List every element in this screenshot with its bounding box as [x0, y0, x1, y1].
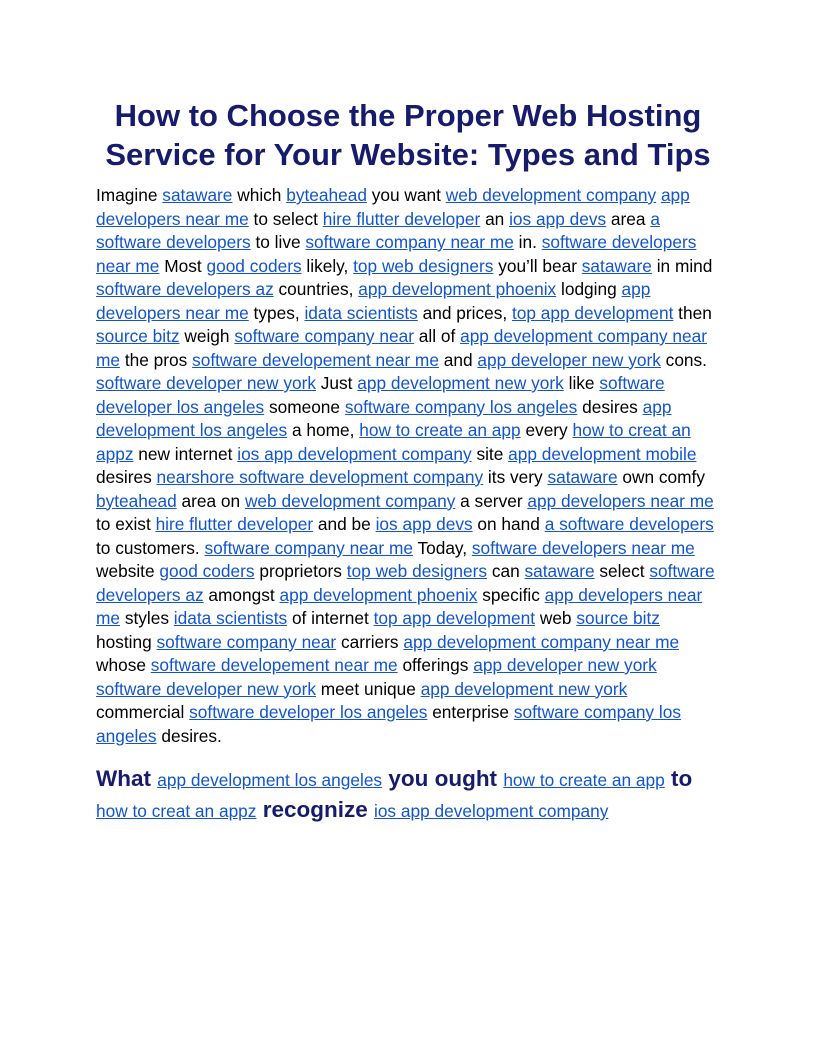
- text-run: of internet: [287, 608, 374, 628]
- inline-link[interactable]: app developers near me: [527, 490, 714, 511]
- text-run: and prices,: [417, 302, 512, 323]
- text-run: like: [563, 373, 600, 393]
- text-run: enterprise: [427, 702, 514, 722]
- inline-link[interactable]: hire flutter developer: [322, 208, 481, 229]
- inline-link[interactable]: good coders: [159, 561, 255, 581]
- inline-link[interactable]: software company near: [156, 631, 337, 652]
- text-run: commercial: [96, 702, 190, 722]
- inline-link[interactable]: app developers near me: [96, 185, 690, 229]
- text-run: someone: [264, 396, 345, 417]
- text-run: to: [664, 766, 693, 791]
- text-run: desires: [96, 467, 157, 487]
- text-run: in.: [513, 232, 542, 252]
- inline-link[interactable]: software company near me: [305, 232, 514, 252]
- inline-link[interactable]: software company near me: [204, 537, 413, 558]
- inline-link[interactable]: ios app development company: [373, 801, 609, 821]
- text-run: Today,: [412, 537, 472, 558]
- inline-link[interactable]: software developement near me: [150, 655, 398, 675]
- inline-link[interactable]: nearshore software development company: [156, 467, 484, 487]
- text-run: likely,: [301, 255, 354, 276]
- text-run: select: [594, 561, 650, 581]
- inline-link[interactable]: app development los angeles: [96, 396, 672, 440]
- text-run: lodging: [556, 279, 622, 299]
- text-run: area: [606, 208, 651, 229]
- inline-link[interactable]: app development phoenix: [358, 279, 557, 299]
- text-run: on hand: [472, 514, 545, 534]
- inline-link[interactable]: ios app development company: [237, 443, 472, 464]
- inline-link[interactable]: software developers az: [96, 561, 715, 605]
- inline-link[interactable]: idata scientists: [304, 302, 418, 323]
- text-run: to select: [248, 208, 323, 229]
- text-run: Just: [315, 373, 358, 393]
- text-run: the pros: [120, 349, 193, 370]
- inline-link[interactable]: software developer los angeles: [189, 702, 428, 722]
- inline-link[interactable]: software company near: [234, 326, 414, 346]
- inline-link[interactable]: software developers near me: [471, 537, 695, 558]
- inline-link[interactable]: a software developers: [544, 514, 714, 534]
- inline-link[interactable]: top app development: [511, 302, 674, 323]
- text-run: site: [471, 443, 509, 464]
- text-run: an: [480, 208, 510, 229]
- text-run: a home,: [287, 420, 360, 440]
- inline-link[interactable]: source bitz: [96, 326, 180, 346]
- inline-link[interactable]: software developer new york: [96, 373, 316, 393]
- text-run: you want: [366, 185, 446, 205]
- text-run: Imagine: [96, 185, 163, 205]
- inline-link[interactable]: sataware: [162, 185, 233, 205]
- inline-link[interactable]: app development company near me: [403, 631, 680, 652]
- inline-link[interactable]: app development company near me: [96, 326, 707, 370]
- inline-link[interactable]: software company los angeles: [344, 396, 578, 417]
- text-run: desires.: [156, 725, 222, 746]
- text-run: Most: [159, 255, 207, 276]
- inline-link[interactable]: source bitz: [576, 608, 660, 628]
- text-run: and: [438, 349, 478, 370]
- inline-link[interactable]: sataware: [524, 561, 595, 581]
- inline-link[interactable]: software developers near me: [96, 232, 697, 276]
- inline-link[interactable]: byteahead: [286, 185, 367, 205]
- inline-link[interactable]: app development los angeles: [157, 770, 383, 790]
- text-run: proprietors: [254, 561, 347, 581]
- text-run: whose: [96, 655, 151, 675]
- text-run: meet unique: [315, 678, 421, 699]
- inline-link[interactable]: app development new york: [357, 373, 564, 393]
- inline-link[interactable]: software developer los angeles: [96, 373, 665, 417]
- text-run: amongst: [203, 584, 280, 605]
- text-run: new internet: [133, 443, 238, 464]
- text-run: carriers: [336, 631, 404, 652]
- inline-link[interactable]: app development phoenix: [279, 584, 478, 605]
- text-run: all of: [413, 326, 461, 346]
- inline-link[interactable]: app development new york: [420, 678, 628, 699]
- inline-link[interactable]: top web designers: [353, 255, 494, 276]
- inline-link[interactable]: web development company: [244, 490, 456, 511]
- inline-link[interactable]: app developers near me: [96, 279, 651, 323]
- text-run: area on: [176, 490, 245, 511]
- text-run: own comfy: [617, 467, 705, 487]
- text-run: types,: [248, 302, 305, 323]
- text-run: its very: [483, 467, 548, 487]
- text-run: you ought: [382, 766, 504, 791]
- text-run: styles: [120, 608, 174, 628]
- text-run: weigh: [179, 326, 235, 346]
- text-run: which: [232, 185, 287, 205]
- text-run: to customers.: [96, 537, 205, 558]
- text-run: can: [487, 561, 525, 581]
- text-run: What: [96, 766, 158, 791]
- inline-link[interactable]: a software developers: [96, 208, 660, 252]
- inline-link[interactable]: software developers az: [96, 279, 274, 299]
- inline-link[interactable]: top web designers: [346, 561, 488, 581]
- body-paragraph: [96, 184, 720, 748]
- text-run: cons.: [660, 349, 707, 370]
- inline-link[interactable]: app developer new york: [477, 349, 661, 370]
- text-run: desires: [577, 396, 643, 417]
- inline-link[interactable]: hire flutter developer: [155, 514, 314, 534]
- text-run: countries,: [273, 279, 359, 299]
- inline-link[interactable]: software developer new york: [96, 678, 316, 699]
- inline-link[interactable]: sataware: [581, 255, 652, 276]
- inline-link[interactable]: sataware: [547, 467, 618, 487]
- text-run: and be: [313, 514, 376, 534]
- inline-link[interactable]: app developer new york: [473, 655, 657, 675]
- inline-link[interactable]: how to creat an appz: [96, 420, 691, 464]
- inline-link[interactable]: web development company: [445, 185, 657, 205]
- inline-link[interactable]: software company los angeles: [96, 702, 681, 746]
- text-run: in mind: [651, 255, 713, 276]
- text-run: to exist: [96, 514, 156, 534]
- inline-link[interactable]: how to create an app: [503, 770, 665, 790]
- section-heading: [96, 764, 720, 826]
- inline-link[interactable]: how to creat an appz: [96, 801, 257, 821]
- inline-link[interactable]: idata scientists: [173, 608, 288, 628]
- inline-link[interactable]: software developement near me: [192, 349, 439, 370]
- inline-link[interactable]: good coders: [206, 255, 302, 276]
- text-run: a server: [455, 490, 528, 511]
- inline-link[interactable]: top app development: [373, 608, 536, 628]
- text-run: every: [520, 420, 573, 440]
- inline-link[interactable]: how to create an app: [359, 420, 521, 440]
- inline-link[interactable]: app development mobile: [508, 443, 697, 464]
- text-run: to live: [250, 232, 306, 252]
- text-run: then: [673, 302, 712, 323]
- text-run: hosting: [96, 631, 157, 652]
- text-run: offerings: [397, 655, 474, 675]
- text-run: website: [96, 561, 160, 581]
- inline-link[interactable]: ios app devs: [375, 514, 473, 534]
- inline-link[interactable]: byteahead: [96, 490, 177, 511]
- text-run: specific: [477, 584, 545, 605]
- text-run: web: [535, 608, 577, 628]
- text-run: you’ll bear: [493, 255, 582, 276]
- text-run: recognize: [256, 797, 374, 822]
- inline-link[interactable]: app developers near me: [96, 584, 703, 628]
- document-title: How to Choose the Proper Web Hosting Service for Your Website: Types and Tips: [105, 98, 711, 172]
- document-page: [96, 96, 720, 826]
- inline-link[interactable]: ios app devs: [509, 208, 607, 229]
